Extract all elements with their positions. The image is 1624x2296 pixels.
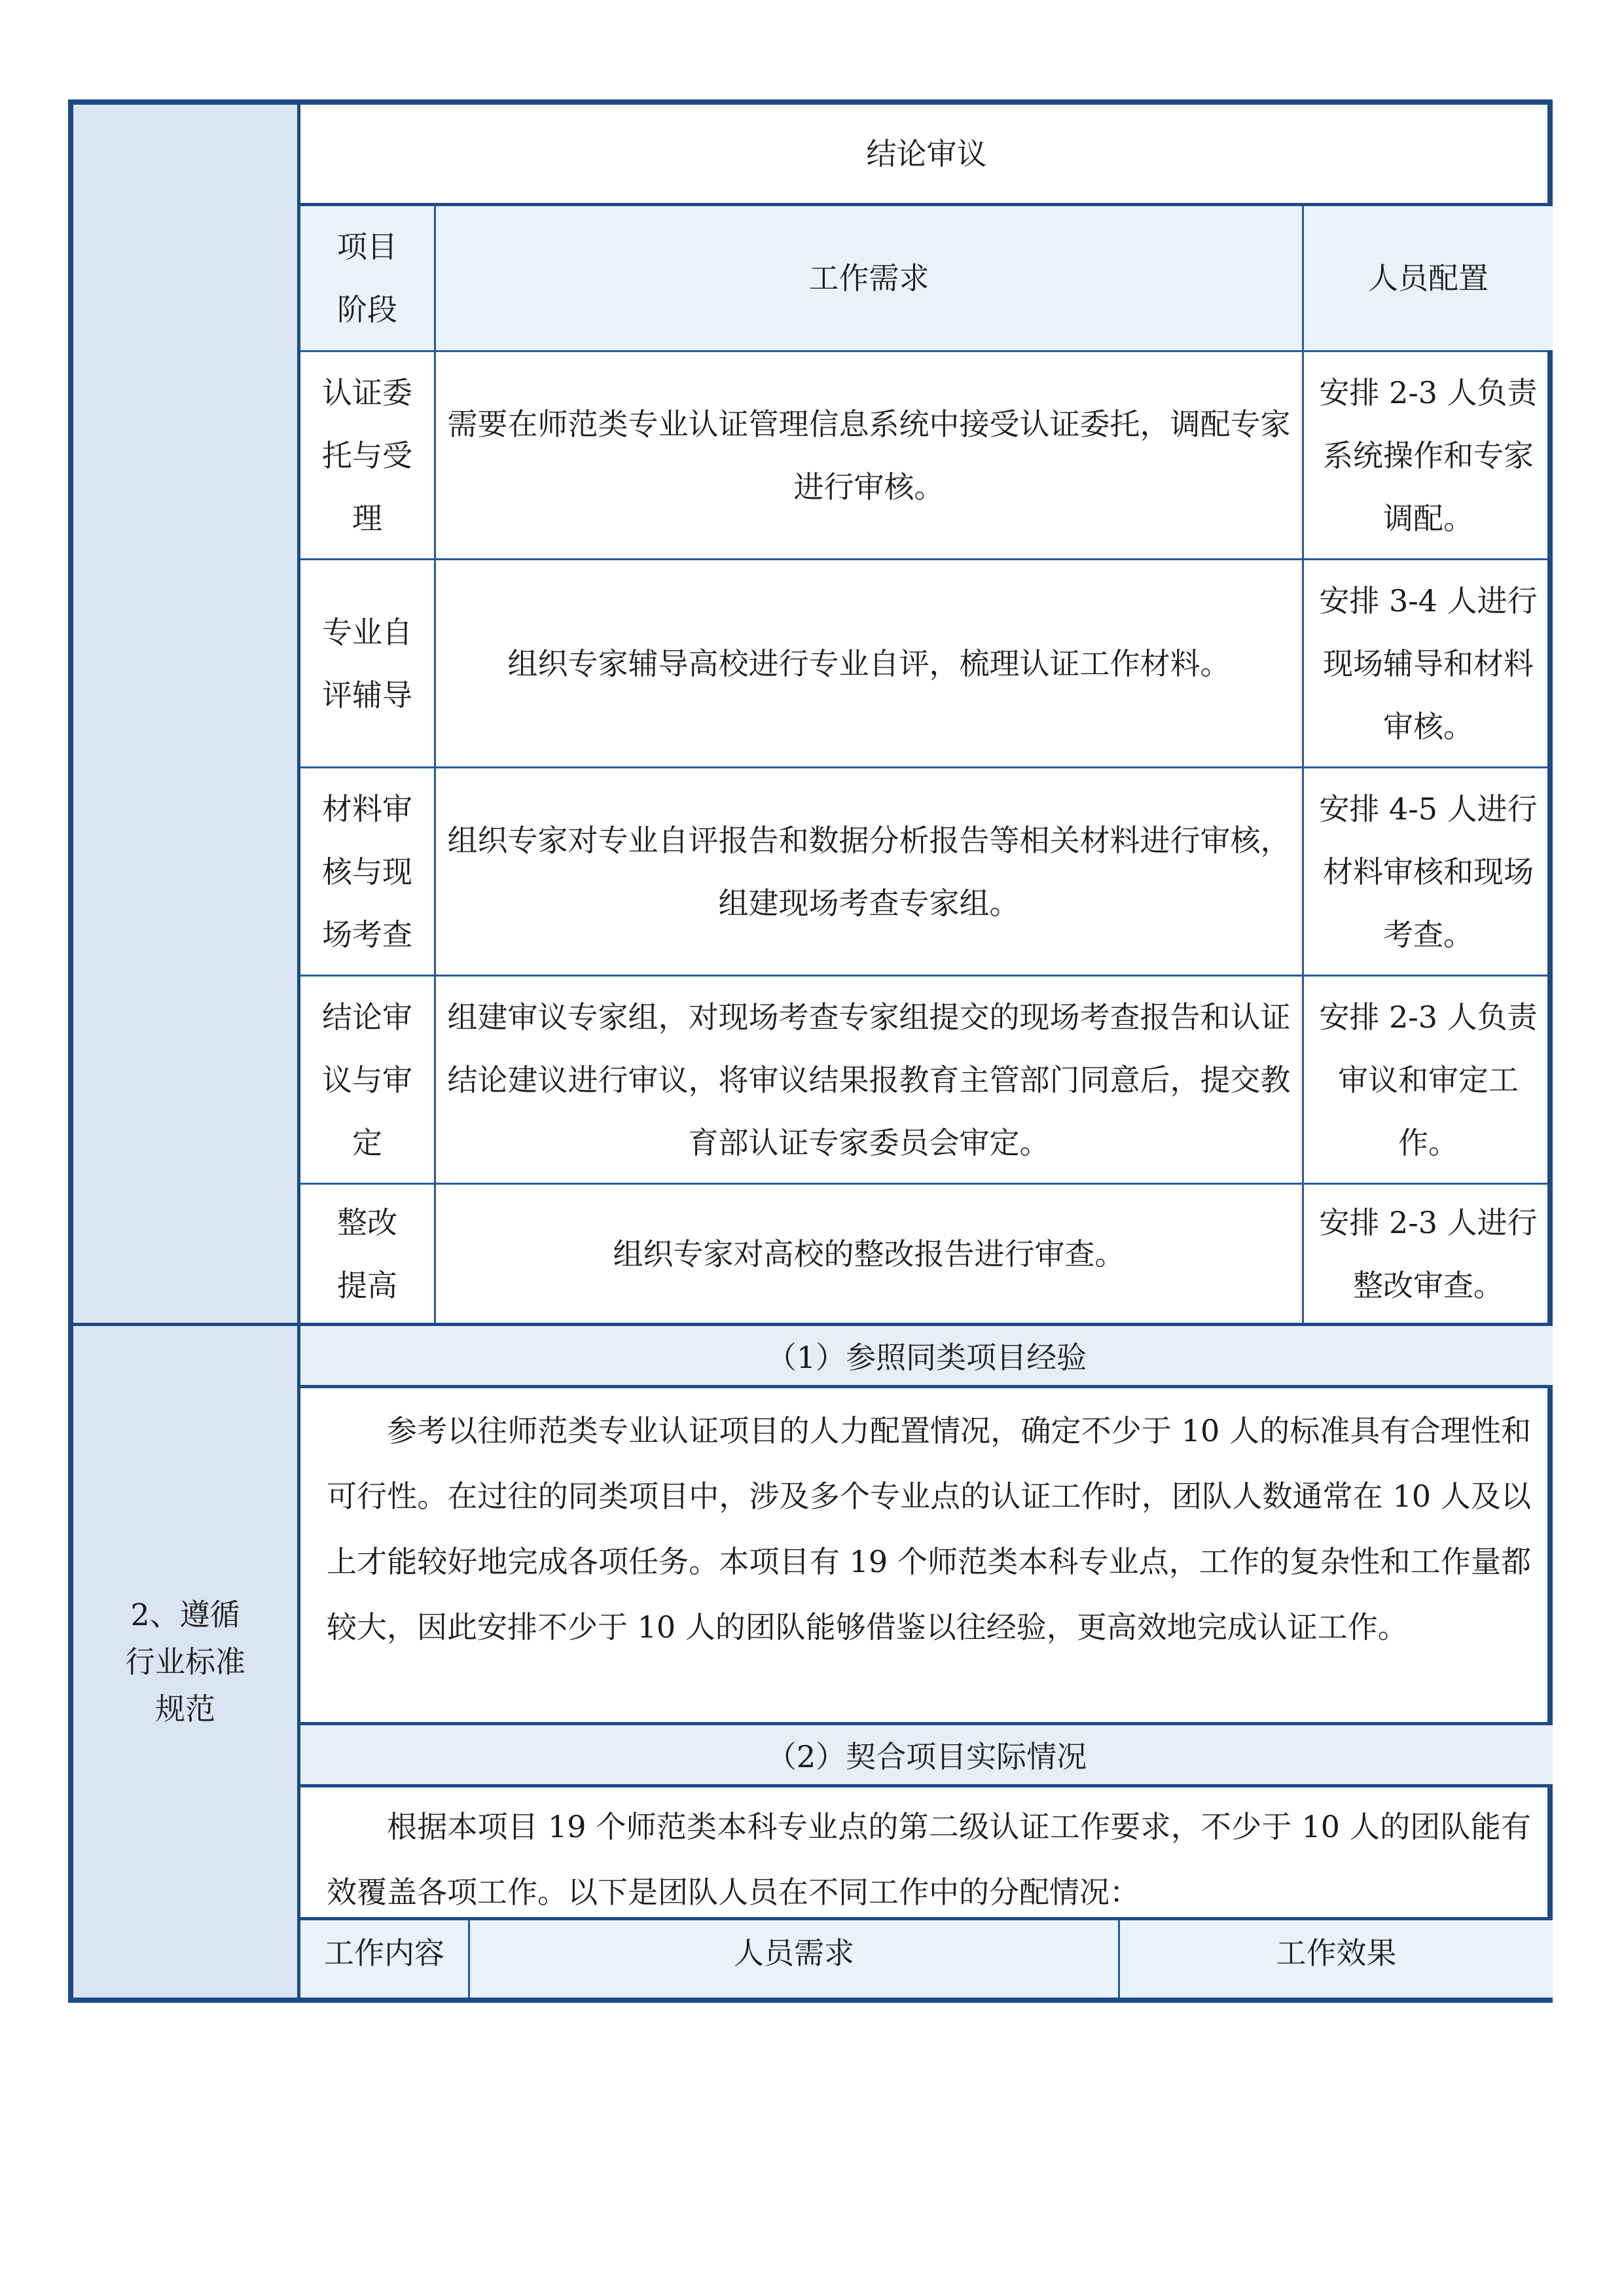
row-staffing-cell: [1304, 977, 1553, 1183]
sub1-title: （1）参照同类项目经验: [766, 1340, 1087, 1375]
row-requirement-cell: [436, 768, 1302, 975]
row-staffing: 安排 2-3 人负责审议和审定工作。: [1319, 999, 1538, 1160]
row-requirement: 组织专家对高校的整改报告进行审查。: [613, 1236, 1125, 1272]
document-frame: [68, 99, 1553, 2003]
stage-table: [300, 105, 1547, 1323]
sub1-text: 参考以往师范类专业认证项目的人力配置情况，确定不少于 10 人的标准具有合理性和可行性。在过往的同类项目中，涉及多个专业点的认证工作时，团队人数通常在 10 人及以上才能较好地完成各项任务。本项目有 19 个师范类本科专业点，工作的复杂性和工作量都较大，因此安排不少于 10 人的团队能够借鉴以往经验，更高效地完成认证工作。: [327, 1413, 1531, 1645]
row-staffing: 安排 3-4 人进行现场辅导和材料审核。: [1319, 583, 1538, 744]
row-staffing: 安排 2-3 人进行整改审查。: [1319, 1204, 1538, 1303]
row-staffing-cell: [1304, 1185, 1553, 1323]
bottom-header-content-cell: [300, 1920, 468, 1986]
row-requirement: 组建审议专家组，对现场考查专家组提交的现场考查报告和认证结论建议进行审议，将审议结果报教育主管部门同意后，提交教育部认证专家委员会审定。: [447, 999, 1291, 1160]
sub2-text: 根据本项目 19 个师范类本科专业点的第二级认证工作要求，不少于 10 人的团队能有效覆盖各项工作。以下是团队人员在不同工作中的分配情况：: [327, 1809, 1531, 1910]
row-requirement: 组织专家辅导高校进行专业自评，梳理认证工作材料。: [507, 645, 1231, 681]
row-stage-cell: [300, 560, 434, 766]
row-staffing: 安排 4-5 人进行材料审核和现场考查。: [1319, 791, 1538, 952]
sub2-title: （2）契合项目实际情况: [766, 1739, 1087, 1774]
row-requirement-cell: [436, 977, 1302, 1183]
bottom-header-effect-cell: [1120, 1920, 1553, 1986]
row-stage-cell: [300, 768, 434, 975]
row-line: [300, 1784, 1547, 1787]
header-requirement-cell: [436, 206, 1302, 350]
table-title: 结论审议: [866, 136, 987, 171]
header-stage: 项目阶段: [337, 229, 397, 327]
bottom-header-staff: 人员需求: [734, 1935, 854, 1971]
bottom-header-effect: 工作效果: [1276, 1935, 1397, 1971]
header-staffing: 人员配置: [1368, 260, 1489, 296]
row-requirement-cell: [436, 560, 1302, 766]
row-stage-cell: [300, 1185, 434, 1323]
sub2-paragraph: [327, 1794, 1531, 1925]
col-line: [434, 206, 436, 1323]
row-requirement-cell: [436, 352, 1302, 558]
header-staffing-cell: [1304, 206, 1553, 350]
row-staffing-cell: [1304, 768, 1553, 975]
header-stage-cell: [300, 206, 434, 350]
table-title-cell: [300, 105, 1553, 203]
row-staffing-cell: [1304, 352, 1553, 558]
sub1-paragraph: [327, 1398, 1531, 1660]
row-stage: 整改提高: [337, 1204, 397, 1303]
row-staffing: 安排 2-3 人负责系统操作和专家调配。: [1319, 374, 1538, 536]
sub1-title-cell: [300, 1326, 1553, 1385]
row-stage: 结论审议与审定: [322, 999, 412, 1160]
section2-label: 2、遵循行业标准规范: [125, 1597, 245, 1727]
row-stage-cell: [300, 352, 434, 558]
row-requirement-cell: [436, 1185, 1302, 1323]
row-staffing-cell: [1304, 560, 1553, 766]
row-stage: 专业自评辅导: [322, 614, 412, 713]
section2: [300, 1326, 1547, 1998]
section2-label-cell: [73, 1326, 297, 1998]
bottom-header-content: 工作内容: [324, 1935, 444, 1971]
row-requirement: 组织专家对专业自评报告和数据分析报告等相关材料进行审核，组建现场考查专家组。: [447, 822, 1291, 921]
bottom-header-staff-cell: [470, 1920, 1118, 1986]
header-requirement: 工作需求: [808, 260, 929, 296]
sub2-title-cell: [300, 1725, 1553, 1784]
row-requirement: 需要在师范类专业认证管理信息系统中接受认证委托，调配专家进行审核。: [447, 406, 1291, 505]
row-stage-cell: [300, 977, 434, 1183]
col-line: [1302, 206, 1304, 1323]
row-stage: 材料审核与现场考查: [322, 791, 412, 952]
left-column-top: [73, 105, 297, 1326]
row-line: [300, 1385, 1547, 1388]
row-stage: 认证委托与受理: [322, 374, 412, 536]
